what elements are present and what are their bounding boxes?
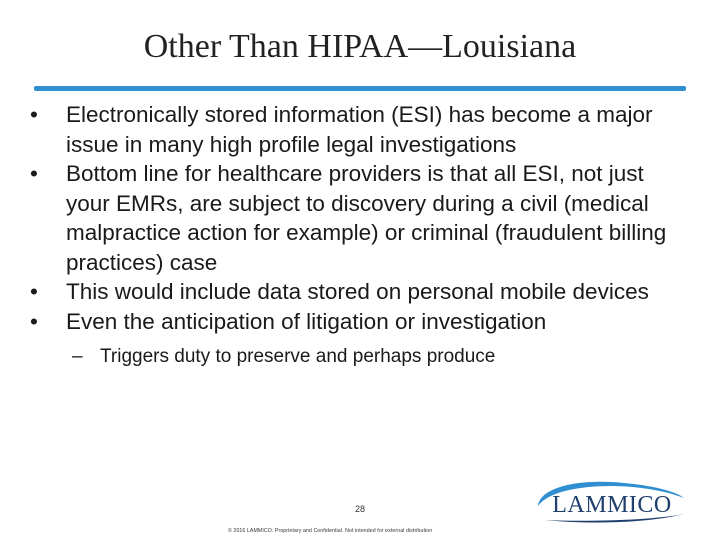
bullet-item	[30, 159, 690, 277]
bullet-marker: •	[30, 102, 38, 127]
bullet-marker: •	[30, 279, 38, 304]
bullet-item	[30, 277, 690, 307]
sub-bullet-marker: –	[72, 346, 83, 367]
bullet-marker: •	[30, 161, 38, 186]
bullet-text: Bottom line for healthcare providers is that all ESI, not just your EMRs, are subject to discovery during a civil (medical malpractice action for example) or criminal (fraudulent billing practices) case	[66, 161, 667, 275]
bullet-item	[30, 100, 690, 159]
copyright-footer: © 2016 LAMMICO. Proprietary and Confidential. Not intended for external distribution	[228, 528, 433, 534]
sub-bullet-item	[30, 344, 690, 370]
bullet-text: This would include data stored on personal mobile devices	[66, 279, 649, 304]
sub-bullet-text: Triggers duty to preserve and perhaps produce	[100, 346, 496, 367]
bullet-marker: •	[30, 308, 38, 334]
slide-title: Other Than HIPAA—Louisiana	[143, 28, 577, 65]
slide-body	[30, 100, 690, 370]
title-divider	[34, 86, 686, 91]
lammico-logo	[534, 476, 690, 530]
bullet-item	[30, 307, 690, 337]
page-number: 28	[354, 504, 365, 514]
logo-wordmark: LAMMICO	[552, 492, 672, 518]
bullet-text: Electronically stored information (ESI) has become a major issue in many high profile legal investigations	[66, 102, 653, 157]
bullet-text: Even the anticipation of litigation or investigation	[66, 308, 547, 334]
